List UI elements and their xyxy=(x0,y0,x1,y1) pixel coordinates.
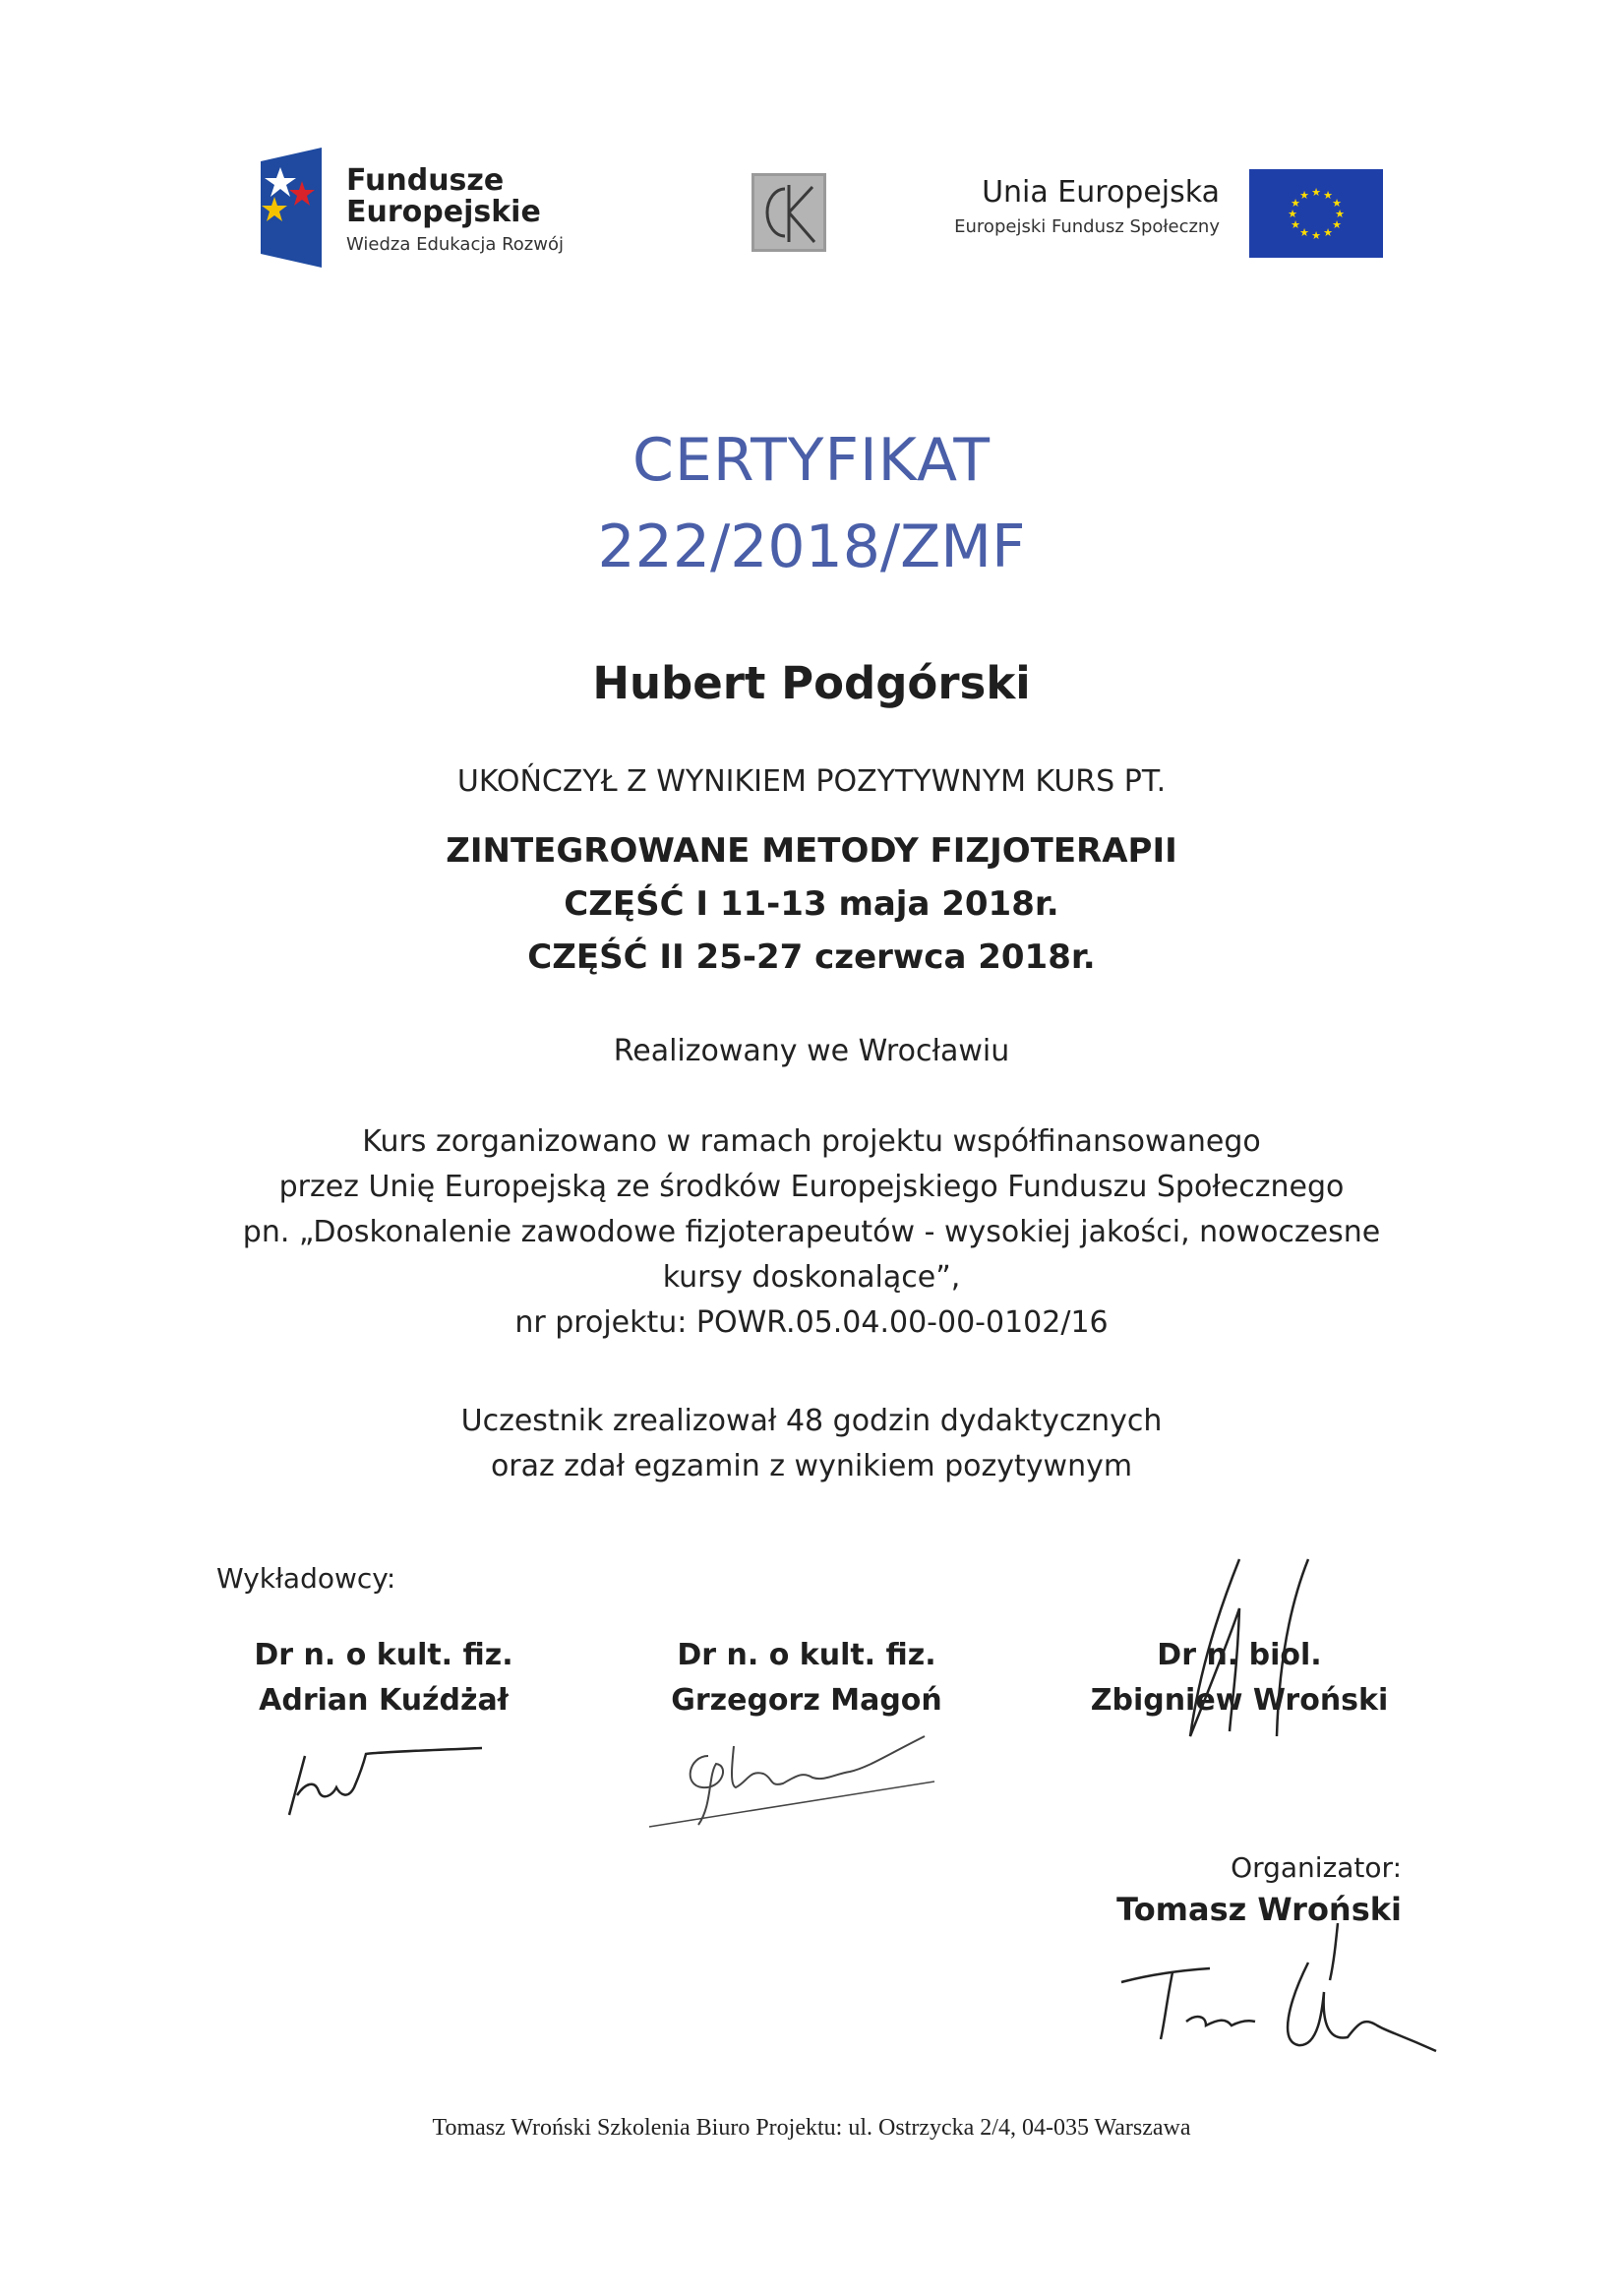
lecturers-label: Wykładowcy: xyxy=(216,1562,396,1595)
svg-text:★: ★ xyxy=(1299,226,1309,239)
lecturer-2-title: Dr n. o kult. fiz. xyxy=(677,1638,936,1672)
completion-line: UKOŃCZYŁ Z WYNIKIEM POZYTYWNYM KURS PT. xyxy=(456,764,1167,799)
certificate-number: 222/2018/ZMF xyxy=(597,513,1026,581)
project-line-2: przez Unię Europejską ze środków Europejskiego Funduszu Społecznego xyxy=(278,1170,1345,1204)
lecturer-2 xyxy=(630,1633,984,1723)
signature-organizer xyxy=(1112,1923,1446,2071)
lecturer-2-name: Grzegorz Magoń xyxy=(671,1683,942,1718)
svg-text:★: ★ xyxy=(1332,218,1342,231)
lecturer-3-title: Dr n. biol. xyxy=(1157,1638,1322,1672)
ue-subtitle: Europejski Fundusz Społeczny xyxy=(954,216,1220,237)
signature-lecturer-2 xyxy=(639,1717,954,1835)
fe-title-line1: Fundusze xyxy=(346,163,505,198)
svg-text:★: ★ xyxy=(1291,197,1300,210)
project-line-1: Kurs zorganizowano w ramach projektu współfinansowanego xyxy=(362,1124,1261,1159)
project-line-3: pn. „Doskonalenie zawodowe fizjoterapeutów - wysokiej jakości, nowoczesne xyxy=(242,1215,1381,1249)
svg-text:★: ★ xyxy=(1335,208,1345,220)
signature-lecturer-1 xyxy=(275,1726,492,1835)
organizer-label: Organizator: xyxy=(1231,1851,1402,1884)
lecturer-3-name: Zbigniew Wroński xyxy=(1090,1683,1389,1718)
certificate-title: CERTYFIKAT xyxy=(632,426,991,495)
participant-line-2: oraz zdał egzamin z wynikiem pozytywnym xyxy=(490,1449,1133,1483)
fundusze-europejskie-logo-icon xyxy=(261,148,322,268)
eu-flag-icon xyxy=(1249,169,1383,258)
course-name: ZINTEGROWANE METODY FIZJOTERAPII xyxy=(446,831,1177,871)
svg-text:★: ★ xyxy=(1288,208,1297,220)
signature-lecturer-3 xyxy=(1121,1549,1338,1746)
fundusze-europejskie-text xyxy=(346,165,564,258)
location-line: Realizowany we Wrocławiu xyxy=(613,1034,1010,1068)
course-part-1: CZĘŚĆ I 11-13 maja 2018r. xyxy=(564,884,1059,924)
svg-text:★: ★ xyxy=(1311,229,1321,242)
ok-monogram-logo-icon xyxy=(751,173,826,252)
svg-text:★: ★ xyxy=(1299,189,1309,202)
project-number-line: nr projektu: POWR.05.04.00-00-0102/16 xyxy=(514,1305,1109,1340)
unia-europejska-text xyxy=(915,175,1220,240)
svg-text:★: ★ xyxy=(1323,189,1333,202)
lecturer-1-name: Adrian Kuźdżał xyxy=(259,1683,509,1718)
lecturer-1 xyxy=(207,1633,561,1723)
svg-text:★: ★ xyxy=(1323,226,1333,239)
recipient-name: Hubert Podgórski xyxy=(592,657,1031,709)
svg-text:★: ★ xyxy=(1291,218,1300,231)
organizer-name: Tomasz Wroński xyxy=(1116,1891,1402,1928)
fe-title-line2: Europejskie xyxy=(346,195,541,229)
svg-text:★: ★ xyxy=(1332,197,1342,210)
ue-title: Unia Europejska xyxy=(982,175,1220,210)
project-line-4: kursy doskonalące”, xyxy=(662,1260,961,1295)
lecturer-1-title: Dr n. o kult. fiz. xyxy=(254,1638,513,1672)
svg-text:★: ★ xyxy=(1311,186,1321,199)
footer-address: Tomasz Wroński Szkolenia Biuro Projektu: ul. Ostrzycka 2/4, 04-035 Warszawa xyxy=(432,2115,1191,2141)
participant-line-1: Uczestnik zrealizował 48 godzin dydaktycznych xyxy=(460,1404,1163,1438)
course-part-2: CZĘŚĆ II 25-27 czerwca 2018r. xyxy=(527,937,1096,977)
fe-subtitle: Wiedza Edukacja Rozwój xyxy=(346,234,564,255)
